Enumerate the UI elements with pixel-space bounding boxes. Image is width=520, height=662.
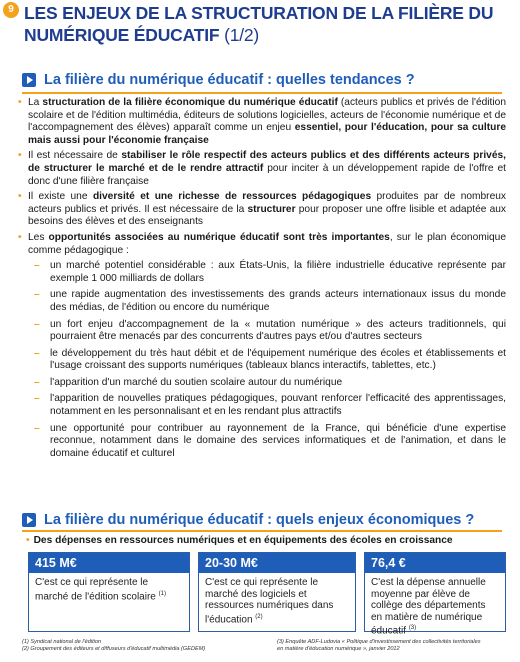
footnote: en matière d'éducation numérique », janvier 2012 [277,646,400,652]
footnote: (1) Syndicat national de l'édition [22,639,102,645]
figure-note: (2) [255,613,263,620]
figure-value: 76,4 € [365,553,505,573]
footnotes-left [22,639,257,653]
bullet-text: Il existe une [28,191,93,203]
footnote: (3) Enquête ADF-Ludovia « Politique d'investissement des collectivités territoriales [277,639,481,645]
bullet-text: structurer [247,203,296,215]
bullet-item: • Les opportunités associées au numérique éducatif sont très importantes, sur le plan économique comme pédagogique : [18,231,506,256]
figures-boxes [28,552,500,637]
play-arrow-icon [22,513,36,527]
title-suffix: (1/2) [224,25,260,45]
figure-note: (1) [158,590,166,597]
sub-bullet-text: l'apparition d'un marché du soutien scolaire autour du numérique [50,376,343,388]
bullet-text: produites par de nombreux acteurs publics et privés. Il est nécessaire de la [28,191,507,215]
bullet-item: • La structuration de la filière économique du numérique éducatif (acteurs publics et privés de l'édition scolaire et de l'édition multimédia, éditeurs de solutions logicielles, acteurs de l'économie numérique et de l'accompagnement des élèves) apparaît comme un enjeu essentiel, pour l'éducation, pour sa culture mais aussi pour l'économie française [18,97,506,146]
bullet-text: La [28,97,43,108]
bullet-list [18,97,506,464]
bullet-text: (acteurs publics et privés de l'édition scolaire et de l'édition multimédia, éditeurs de solutions logicielles, acteurs de l'économie numérique et de l'accompagnement des élèves) apparaît comme un enjeu [28,97,506,134]
bullet-text: essentiel, pour l'éducation, pour sa culture mais aussi pour l'économie française [28,122,506,146]
figure-desc-text: C'est ce qui représente le marché des logiciels et ressources numériques dans l'éducation [205,577,334,625]
sub-bullet-item: – un fort enjeu d'accompagnement de la « mutation numérique » des acteurs traditionnels, qui pourraient être menacés par des concurrents d'autres pays et/ou d'autres secteurs [34,318,506,343]
figure-box [364,552,506,637]
sub-bullet-text: le développement du très haut débit et de l'équipement numérique des écoles et établissements et l'usage croissant des supports numériques (tableaux blancs interactifs, tablettes, etc.) [50,347,506,372]
sub-bullet-text: une rapide augmentation des investissements des grands acteurs internationaux issus du monde des médias, de l'édition ou encore du numérique [50,289,506,313]
figure-value: 20-30 M€ [199,553,355,573]
footnotes-right [257,639,512,653]
bullet-text: Les [28,231,49,243]
play-arrow-icon [22,73,36,87]
section-1-header [22,72,415,88]
section-2-divider [22,530,502,532]
sub-bullet-item: – l'apparition d'un marché du soutien scolaire autour du numérique [34,376,343,388]
figure-desc [365,573,505,641]
page-title [24,2,494,46]
section-2-subtitle: • Des dépenses en ressources numériques et en équipements des écoles en croissance [26,535,453,546]
footnotes [22,639,512,653]
page-number-badge: 9 [3,2,19,18]
bullet-text: opportunités associées au numérique éducatif sont très importantes [48,231,390,243]
sub-bullet-text: un marché potentiel considérable : aux États-Unis, la filière industrielle éducative représente par exemple 1 000 milliards de dollars [50,260,506,284]
figure-box [198,552,356,632]
title-main: LES ENJEUX DE LA STRUCTURATION DE LA FILIÈRE DU NUMÉRIQUE ÉDUCATIF [24,3,494,45]
sub-bullet-text: un fort enjeu d'accompagnement de la « mutation numérique » des acteurs traditionnels, qui pourraient être menacés par des concurrents d'autres pays et/ou d'autres secteurs [50,318,506,343]
figure-value: 415 M€ [29,553,189,573]
figure-box [28,552,190,632]
section-2-header [22,512,474,528]
sub-bullet-item: – un marché potentiel considérable : aux États-Unis, la filière industrielle éducative représente par exemple 1 000 milliards de dollars [34,260,506,284]
bullet-text: pour inciter à un développement rapide de l'offre et donc d'une filière française [28,162,507,187]
sub-bullet-item: – le développement du très haut débit et de l'équipement numérique des écoles et établissements et l'usage croissant des supports numériques (tableaux blancs interactifs, tablettes, etc.) [34,347,506,372]
figure-desc [29,573,189,606]
figure-desc-text: C'est ce qui représente le marché de l'édition scolaire [35,577,156,602]
sub-bullet-text: l'apparition de nouvelles pratiques pédagogiques, pouvant renforcer l'efficacité des apprentissages, notamment en les personnalisant et en les rendant plus attractifs [50,393,506,418]
section-1-divider [22,92,502,94]
footnote: (2) Groupement des éditeurs et diffuseurs d'éducatif multimédia (GEDEM) [22,646,206,652]
section-2-subtitle-text: Des dépenses en ressources numériques et en équipements des écoles en croissance [33,535,453,546]
sub-bullet-item: – l'apparition de nouvelles pratiques pédagogiques, pouvant renforcer l'efficacité des apprentissages, notamment en les personnalisant et en les rendant plus attractifs [34,393,506,418]
figure-note: (3) [408,625,417,631]
figure-desc-text: C'est la dépense annuelle moyenne par élève de collège des départements en matière de numérique éducatif [371,577,486,637]
bullet-item: • Il est nécessaire de stabiliser le rôle respectif des acteurs publics et des différents acteurs privés, de structurer le marché et de le rendre attractif pour inciter à un développement rapide de l'offre et donc d'une filière française [18,150,507,187]
bullet-text: pour proposer une offre lisible et adaptée aux besoins des élèves et des enseignants [28,203,506,228]
sub-bullet-item: – une opportunité pour contribuer au rayonnement de la France, qui bénéficie d'une expertise reconnue, notamment dans le domaine des services informatiques et de l'animation, et dans le domaine éducatif et culturel [34,422,506,459]
bullet-text: structuration de la filière économique du numérique éducatif [42,97,338,108]
bullet-text: Il est nécessaire de [28,150,122,162]
bullet-text: diversité et une richesse de ressources pédagogiques [92,191,372,203]
section-1-title: La filière du numérique éducatif : quelles tendances ? [44,72,415,88]
bullet-text: , sur le plan économique comme pédagogique : [28,231,506,256]
sub-bullet-list [18,260,506,460]
section-2-title: La filière du numérique éducatif : quels enjeux économiques ? [44,512,475,528]
bullet-text: stabiliser le rôle respectif des acteurs publics et des différents acteurs privés, de structurer le marché et de le rendre attractif [28,150,507,174]
bullet-item: • Il existe une diversité et une richesse de ressources pédagogiques produites par de nombreux acteurs publics et privés. Il est nécessaire de la structurer pour proposer une offre lisible et adaptée aux besoins des élèves et des enseignants [18,191,507,228]
sub-bullet-item: – une rapide augmentation des investissements des grands acteurs internationaux issus du monde des médias, de l'édition ou encore du numérique [34,289,506,313]
figure-desc [199,573,355,629]
sub-bullet-text: une opportunité pour contribuer au rayonnement de la France, qui bénéficie d'une expertise reconnue, notamment dans le domaine des services informatiques et de l'animation, et dans le domaine éducatif et culturel [50,422,506,459]
